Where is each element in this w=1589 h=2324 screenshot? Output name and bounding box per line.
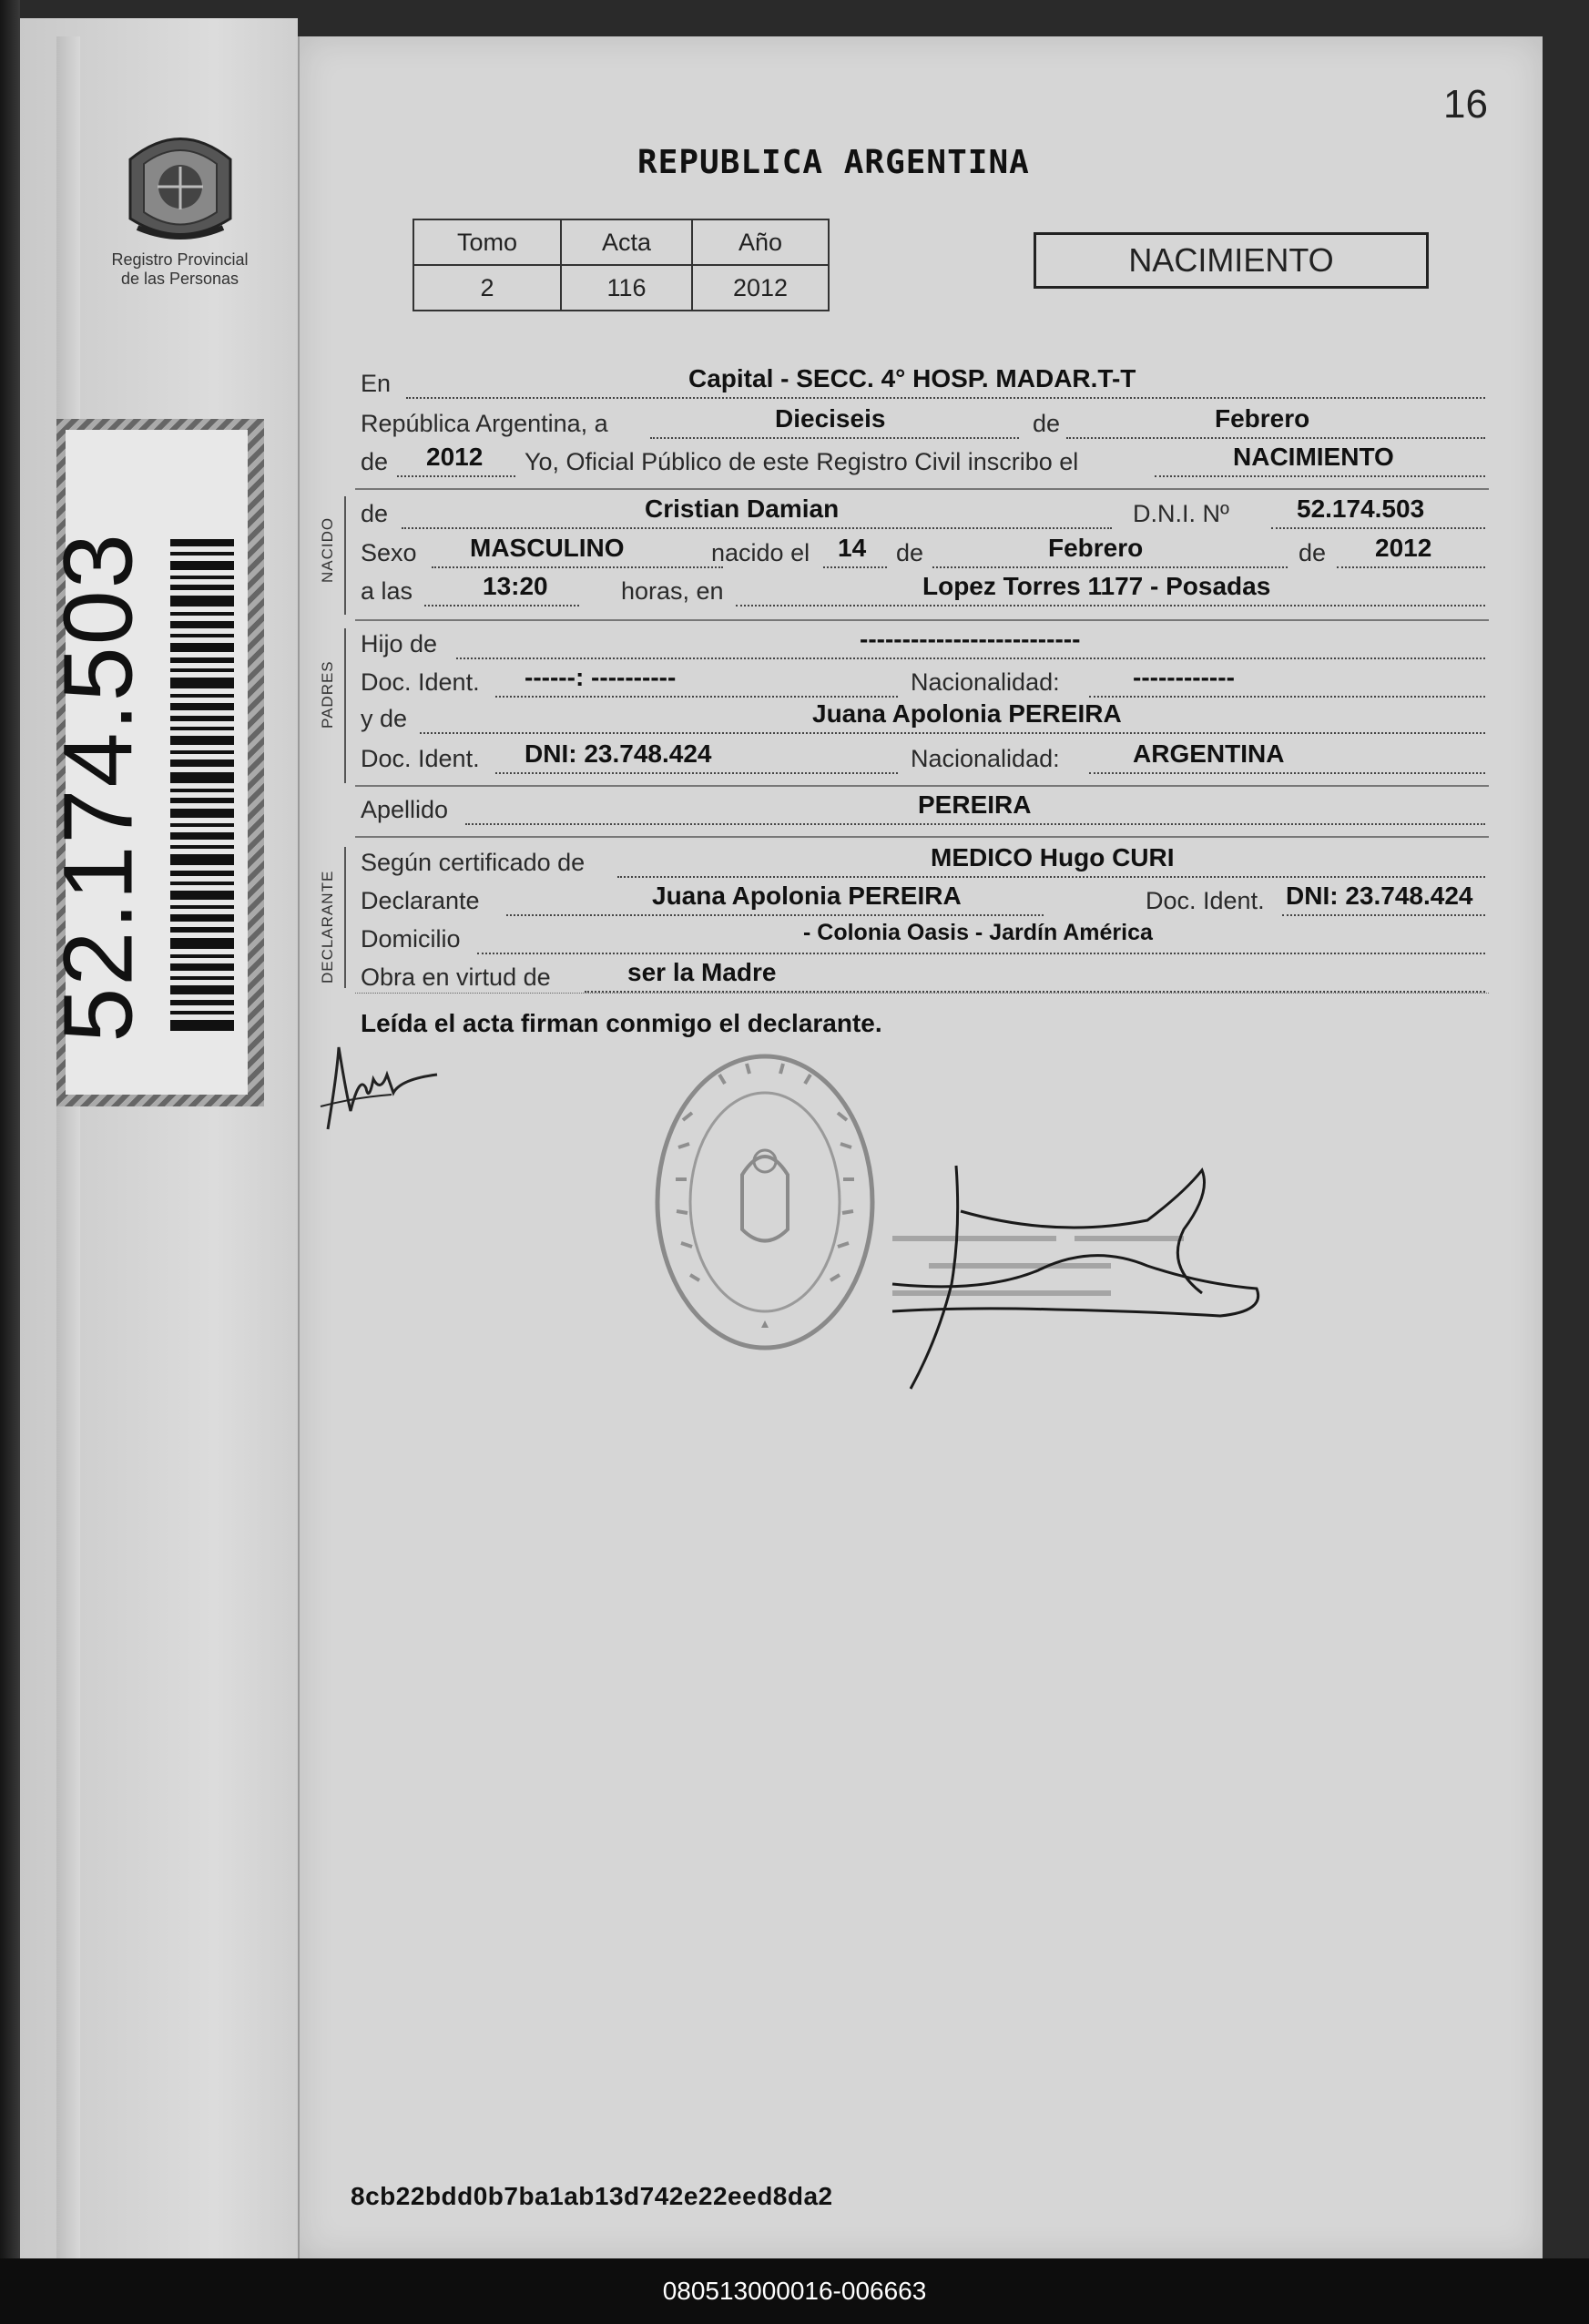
official-signature	[874, 1157, 1275, 1402]
apellido-label: Apellido	[361, 796, 449, 823]
record-table	[413, 219, 830, 311]
nacido-dia: 14	[838, 534, 867, 562]
header-acta: Acta	[561, 219, 692, 265]
page-number: 16	[1443, 82, 1488, 127]
dotted-line	[424, 605, 579, 606]
nacionalidad-label: Nacionalidad:	[911, 668, 1060, 696]
anio-value: 2012	[426, 443, 484, 471]
binding-spine	[0, 0, 20, 2324]
dotted-line	[477, 953, 1485, 954]
dotted-line	[406, 397, 1485, 399]
horas-en-label: horas, en	[621, 577, 724, 605]
row-doc-padre	[361, 665, 1490, 701]
sticker-body	[42, 430, 248, 1095]
row-sexo	[361, 535, 1490, 572]
logo-caption-2: de las Personas	[120, 270, 239, 288]
value-acta: 116	[561, 265, 692, 311]
declarante-section-label: DECLARANTE	[319, 870, 336, 984]
footer-id: 080513000016-006663	[662, 2277, 927, 2305]
de2-label: de	[361, 448, 389, 475]
dotted-line	[495, 772, 898, 774]
row-hora	[361, 574, 1490, 610]
doc-ident-decl-value: DNI: 23.748.424	[1286, 882, 1473, 910]
dotted-line	[402, 527, 1112, 529]
dotted-line	[495, 696, 898, 698]
apellido-value: PEREIRA	[918, 790, 1032, 819]
record-table-row	[413, 265, 829, 311]
row-anio-inscripcion	[361, 444, 1490, 481]
mes-value: Febrero	[1215, 404, 1310, 433]
row-certificado	[361, 845, 1490, 882]
sticker-number: 52.174.503	[42, 532, 153, 1043]
divider	[355, 785, 1489, 787]
row-nombre	[361, 496, 1490, 533]
row-domicilio	[361, 922, 1490, 958]
left-page	[20, 18, 298, 2258]
official-stamp-icon	[647, 1047, 883, 1357]
inscribo-value: NACIMIENTO	[1233, 443, 1394, 471]
row-apellido	[361, 792, 1490, 829]
dotted-line	[617, 876, 1485, 878]
dotted-line	[1155, 475, 1485, 477]
dni-label: D.N.I. Nº	[1133, 500, 1229, 527]
doc-ident-label: Doc. Ident.	[361, 668, 480, 696]
dia-value: Dieciseis	[775, 404, 886, 433]
declarante-label: Declarante	[361, 887, 480, 914]
padres-section-line	[344, 628, 346, 783]
row-declarante	[361, 883, 1490, 920]
header-anio: Año	[692, 219, 829, 265]
logo-caption-1: Registro Provincial	[111, 250, 249, 269]
certificado-value: MEDICO Hugo CURI	[931, 843, 1175, 872]
dotted-line	[1066, 437, 1485, 439]
republica-label: República Argentina, a	[361, 410, 608, 437]
de4-label: de	[896, 539, 924, 566]
header-tomo: Tomo	[413, 219, 561, 265]
nacionalidad-madre: ARGENTINA	[1133, 739, 1285, 768]
document-title: REPUBLICA ARGENTINA	[637, 144, 1030, 181]
sexo-value: MASCULINO	[470, 534, 625, 562]
value-anio: 2012	[692, 265, 829, 311]
row-doc-madre	[361, 741, 1490, 778]
doc-ident-madre-label: Doc. Ident.	[361, 745, 480, 772]
divider	[355, 488, 1489, 490]
domicilio-value: - Colonia Oasis - Jardín América	[803, 920, 1153, 945]
de-label: de	[1033, 410, 1061, 437]
closing-text: Leída el acta firman conmigo el declarante.	[361, 1009, 882, 1037]
divider	[355, 836, 1489, 838]
record-table-header	[413, 219, 829, 265]
nombre-value: Cristian Damian	[645, 494, 840, 523]
obra-label: Obra en virtud de	[361, 963, 551, 991]
de5-label: de	[1299, 539, 1327, 566]
page-edge	[56, 36, 80, 2258]
row-fecha-inscripcion	[361, 406, 1490, 443]
declarante-value: Juana Apolonia PEREIRA	[652, 882, 962, 910]
dotted-line	[465, 823, 1485, 825]
barcode-icon	[170, 539, 234, 1031]
dotted-line	[736, 605, 1485, 606]
row-obra	[361, 960, 1490, 996]
dotted-line	[1271, 527, 1485, 529]
madre-value: Juana Apolonia PEREIRA	[812, 699, 1122, 728]
dotted-line	[1089, 772, 1485, 774]
nacido-section-label: NACIDO	[319, 516, 336, 583]
dotted-line	[823, 566, 887, 568]
dotted-line	[1089, 696, 1485, 698]
nacido-anio: 2012	[1375, 534, 1432, 562]
padres-section-label: PADRES	[319, 660, 336, 729]
dotted-line	[1337, 566, 1485, 568]
sexo-label: Sexo	[361, 539, 417, 566]
dotted-line	[932, 566, 1288, 568]
dotted-line	[1282, 914, 1485, 916]
en-label: En	[361, 370, 392, 397]
registry-logo	[96, 123, 264, 289]
nacido-section-line	[344, 496, 346, 615]
nacido-mes: Febrero	[1048, 534, 1144, 562]
dotted-line	[456, 657, 1485, 659]
nacido-el-label: nacido el	[711, 539, 810, 566]
record-type-box: NACIMIENTO	[1034, 232, 1429, 289]
yo-text: Yo, Oficial Público de este Registro Civil inscribo el	[525, 448, 1079, 475]
y-de-label: y de	[361, 705, 408, 732]
divider	[355, 619, 1489, 621]
dni-value: 52.174.503	[1297, 494, 1425, 523]
doc-ident-madre: DNI: 23.748.424	[525, 739, 712, 768]
de3-label: de	[361, 500, 389, 527]
domicilio-label: Domicilio	[361, 925, 461, 953]
barcode-sticker	[42, 419, 264, 1106]
dotted-line	[420, 732, 1485, 734]
dotted-line	[432, 566, 723, 568]
row-en	[361, 366, 1490, 403]
certificado-label: Según certificado de	[361, 849, 586, 876]
nacionalidad-padre: ------------	[1133, 663, 1235, 691]
value-tomo: 2	[413, 265, 561, 311]
hijo-de-label: Hijo de	[361, 630, 438, 657]
document-hash: 8cb22bdd0b7ba1ab13d742e22eed8da2	[351, 2182, 833, 2210]
declarant-signature	[310, 1038, 446, 1138]
a-las-label: a las	[361, 577, 413, 605]
hijo-de-value: --------------------------	[860, 625, 1081, 653]
row-hijo-de	[361, 627, 1490, 663]
dotted-line	[506, 914, 1044, 916]
doc-ident-decl-label: Doc. Ident.	[1146, 887, 1265, 914]
divider	[355, 993, 1489, 994]
doc-ident-padre: ------: ----------	[525, 663, 677, 691]
obra-value: ser la Madre	[627, 958, 777, 986]
row-y-de	[361, 701, 1490, 738]
lugar-value: Lopez Torres 1177 - Posadas	[922, 572, 1271, 600]
hora-value: 13:20	[483, 572, 548, 600]
en-value: Capital - SECC. 4° HOSP. MADAR.T-T	[688, 364, 1136, 392]
dotted-line	[397, 475, 515, 477]
dotted-line	[650, 437, 1019, 439]
declarante-section-line	[344, 847, 346, 988]
province-seal-icon	[112, 123, 249, 250]
nacionalidad-madre-label: Nacionalidad:	[911, 745, 1060, 772]
